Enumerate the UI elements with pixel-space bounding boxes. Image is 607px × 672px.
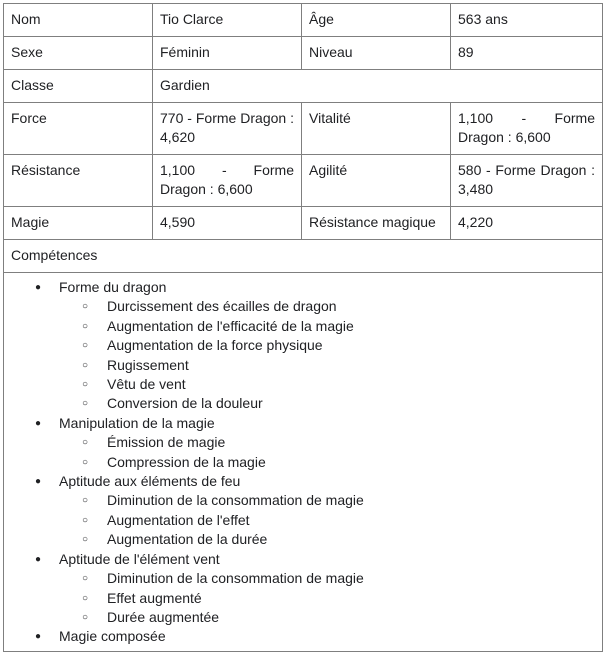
sub-skill-list (59, 297, 595, 413)
label-cell: Agilité (302, 155, 451, 207)
label-cell: Classe (4, 70, 153, 103)
sub-skill-list (59, 433, 595, 472)
label-cell: Sexe (4, 37, 153, 70)
skill-name: ● Aptitude de l'élément vent (59, 551, 220, 567)
table-row (4, 4, 603, 37)
skill-name: ● Aptitude aux éléments de feu (59, 473, 240, 489)
table-row (4, 70, 603, 103)
label-cell: Résistance magique (302, 207, 451, 240)
value-cell: Gardien (153, 70, 603, 103)
sub-skill-item: ○ Effet augmenté (59, 589, 595, 608)
value-cell: 1,100 - Forme Dragon : 6,600 (153, 155, 302, 207)
sub-skill-item: ○ Compression de la magie (59, 453, 595, 472)
value-cell: Féminin (153, 37, 302, 70)
label-cell: Vitalité (302, 103, 451, 155)
value-cell: 4,220 (451, 207, 603, 240)
value-cell: 770 - Forme Dragon : 4,620 (153, 103, 302, 155)
sub-skill-list (59, 569, 595, 627)
skills-cell (4, 273, 603, 652)
sub-skill-item: ○ Diminution de la consommation de magie (59, 569, 595, 588)
table-row (4, 103, 603, 155)
sub-skill-item: ○ Augmentation de la durée (59, 530, 595, 549)
character-stats-table (3, 3, 603, 652)
sub-skill-item: ○ Diminution de la consommation de magie (59, 491, 595, 510)
value-cell: 580 - Forme Dragon : 3,480 (451, 155, 603, 207)
value-cell: 4,590 (153, 207, 302, 240)
sub-skill-item: ○ Durcissement des écailles de dragon (59, 297, 595, 316)
skill-name: ● Forme du dragon (59, 279, 166, 295)
value-cell: 89 (451, 37, 603, 70)
label-cell: Magie (4, 207, 153, 240)
skills-header: Compétences (4, 240, 603, 273)
sub-skill-item: ○ Durée augmentée (59, 608, 595, 627)
label-cell: Âge (302, 4, 451, 37)
label-cell: Niveau (302, 37, 451, 70)
sub-skill-item: ○ Rugissement (59, 356, 595, 375)
skill-item (11, 278, 595, 414)
skills-list (11, 278, 595, 647)
skill-name: ● Manipulation de la magie (59, 415, 215, 431)
label-cell: Résistance (4, 155, 153, 207)
sub-skill-list (59, 491, 595, 549)
skill-name: ● Magie composée (59, 628, 166, 644)
sub-skill-item: ○ Augmentation de l'effet (59, 511, 595, 530)
skill-item (11, 550, 595, 628)
skill-item (11, 627, 595, 646)
sub-skill-item: ○ Vêtu de vent (59, 375, 595, 394)
sub-skill-item: ○ Augmentation de la force physique (59, 336, 595, 355)
value-cell: Tio Clarce (153, 4, 302, 37)
sub-skill-item: ○ Augmentation de l'efficacité de la magie (59, 317, 595, 336)
skill-item (11, 414, 595, 472)
table-row (4, 37, 603, 70)
label-cell: Nom (4, 4, 153, 37)
table-row (4, 240, 603, 273)
label-cell: Force (4, 103, 153, 155)
skill-item (11, 472, 595, 550)
sub-skill-item: ○ Conversion de la douleur (59, 394, 595, 413)
table-row (4, 207, 603, 240)
sub-skill-item: ○ Émission de magie (59, 433, 595, 452)
value-cell: 563 ans (451, 4, 603, 37)
table-row (4, 273, 603, 652)
value-cell: 1,100 - Forme Dragon : 6,600 (451, 103, 603, 155)
table-row (4, 155, 603, 207)
